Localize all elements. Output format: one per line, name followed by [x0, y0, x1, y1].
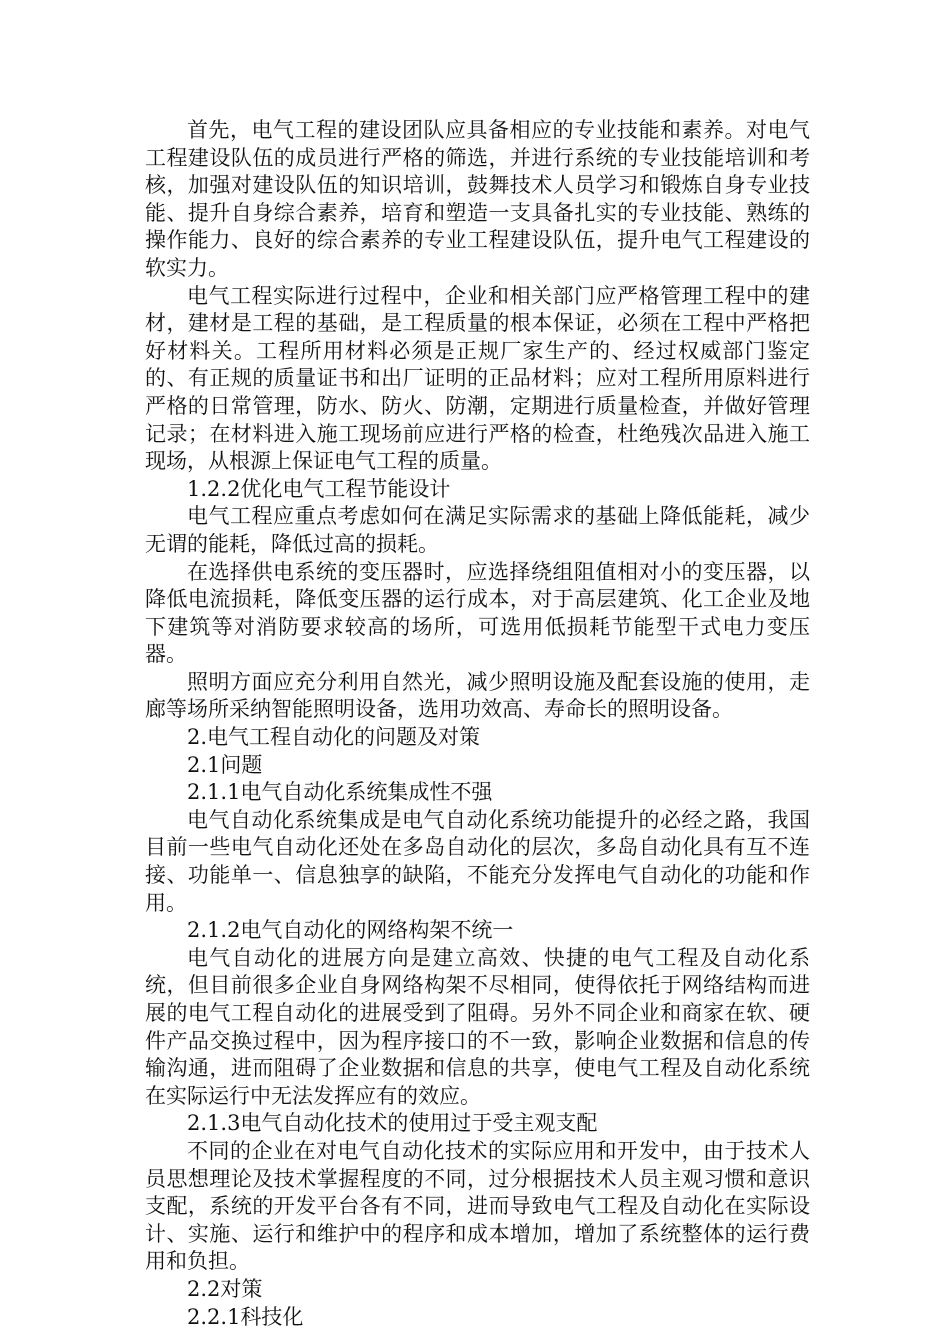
heading-2-2-1: 2.2.1科技化 — [187, 1304, 304, 1329]
paragraph-transformer-selection: 在选择供电系统的变压器时，应选择绕组阻值相对小的变压器，以降低电流损耗，降低变压器的运行成本，对于高层建筑、化工企业及地下建筑等对消防要求较高的场所，可选用低损耗节能型干式电力变压器。 — [145, 559, 810, 667]
heading-1-2-2: 1.2.2优化电气工程节能设计 — [187, 476, 451, 501]
paragraph-lighting: 照明方面应充分利用自然光，减少照明设施及配套设施的使用，走廊等场所采纳智能照明设备，选用功效高、寿命长的照明设备。 — [145, 669, 810, 722]
heading-2-2: 2.2对策 — [187, 1276, 263, 1301]
heading-2-1: 2.1问题 — [187, 752, 263, 777]
paragraph-energy-consumption: 电气工程应重点考虑如何在满足实际需求的基础上降低能耗，减少无谓的能耗，降低过高的损耗。 — [145, 504, 810, 556]
heading-2: 2.电气工程自动化的问题及对策 — [187, 725, 481, 750]
heading-2-1-1: 2.1.1电气自动化系统集成性不强 — [187, 780, 493, 805]
paragraph-network-architecture: 电气自动化的进展方向是建立高效、快捷的电气工程及自动化系统，但目前很多企业自身网络构架不尽相同，使得依托于网络结构而进展的电气工程自动化的进展受到了阻碍。另外不同企业和商家在软、硬件产品交换过程中，因为程序接口的不一致，影响企业数据和信息的传输沟通，进而阻碍了企业数据和信息的共享，使电气工程及自动化系统在实际运行中无法发挥应有的效应。 — [145, 945, 810, 1108]
heading-2-1-2: 2.1.2电气自动化的网络构架不统一 — [187, 918, 514, 943]
paragraph-team-skills: 首先，电气工程的建设团队应具备相应的专业技能和素养。对电气工程建设队伍的成员进行严格的筛选，并进行系统的专业技能培训和考核，加强对建设队伍的知识培训，鼓舞技术人员学习和锻炼自身专业技能、提升自身综合素养，培育和塑造一支具备扎实的专业技能、熟练的操作能力、良好的综合素养的专业工程建设队伍，提升电气工程建设的软实力。 — [145, 118, 810, 280]
document-body — [145, 117, 810, 1331]
paragraph-subjective-control: 不同的企业在对电气自动化技术的实际应用和开发中，由于技术人员思想理论及技术掌握程度的不同，过分根据技术人员主观习惯和意识支配，系统的开发平台各有不同，进而导致电气工程及自动化在实际设计、实施、运行和维护中的程序和成本增加，增加了系统整体的运行费用和负担。 — [145, 1138, 810, 1274]
heading-2-1-3: 2.1.3电气自动化技术的使用过于受主观支配 — [187, 1111, 598, 1136]
paragraph-materials-management: 电气工程实际进行过程中，企业和相关部门应严格管理工程中的建材，建材是工程的基础，是工程质量的根本保证，必须在工程中严格把好材料关。工程所用材料必须是正规厂家生产的、经过权威部门鉴定的、有正规的质量证书和出厂证明的正品材料；应对工程所用原料进行严格的日常管理，防水、防火、防潮，定期进行质量检查，并做好管理记录；在材料进入施工现场前应进行严格的检查，杜绝残次品进入施工现场，从根源上保证电气工程的质量。 — [145, 283, 810, 474]
paragraph-system-integration: 电气自动化系统集成是电气自动化系统功能提升的必经之路，我国目前一些电气自动化还处在多岛自动化的层次，多岛自动化具有互不连接、功能单一、信息独享的缺陷，不能充分发挥电气自动化的功能和作用。 — [145, 807, 810, 915]
